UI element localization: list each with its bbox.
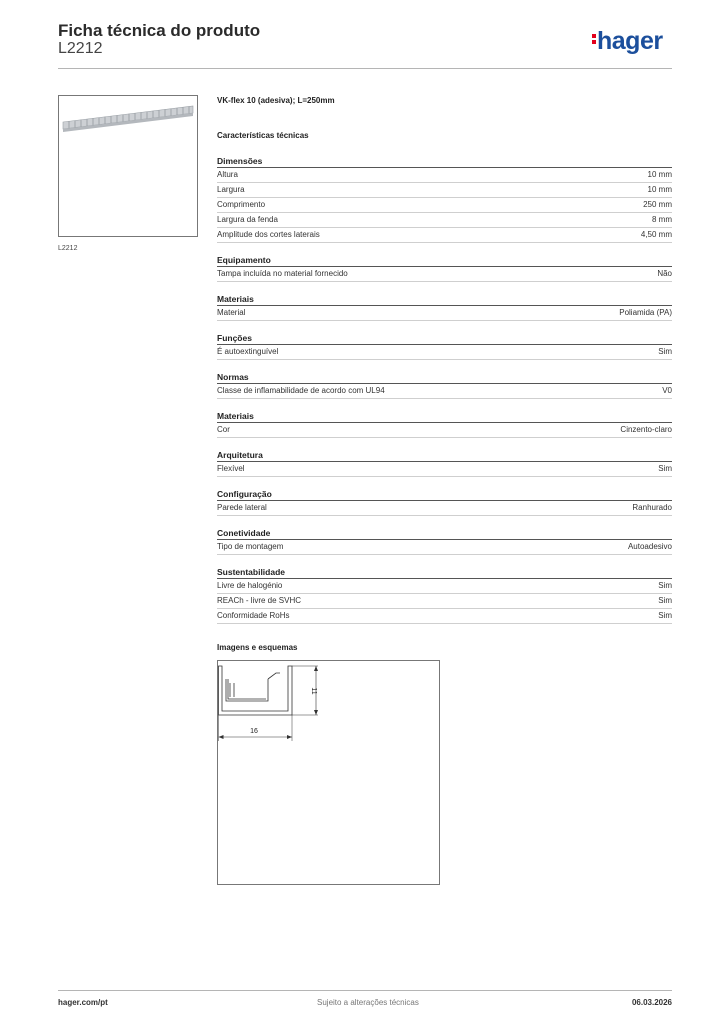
spec-row [217,579,672,594]
spec-table [217,155,672,635]
spec-row [217,609,672,624]
spec-label: Livre de halogénio [217,581,283,590]
spec-label: Tampa incluída no material fornecido [217,269,348,278]
spec-group-title: Configuração [217,488,672,501]
page-title: Ficha técnica do produto [58,21,261,40]
spec-label: Flexível [217,464,245,473]
spec-row [217,168,672,183]
spec-label: Tipo de montagem [217,542,284,551]
spec-label: Comprimento [217,200,266,209]
dimension-height-label: 11 [310,687,317,695]
logo-text: hager [597,27,663,55]
spec-label: Largura da fenda [217,215,278,224]
spec-row [217,183,672,198]
spec-group-title: Dimensões [217,155,672,168]
spec-row [217,213,672,228]
spec-label: REACh - livre de SVHC [217,596,302,605]
spec-label: Material [217,308,246,317]
spec-group-title: Equipamento [217,254,672,267]
spec-label: Conformidade RoHs [217,611,290,620]
spec-label: Cor [217,425,230,434]
spec-label: Largura [217,185,245,194]
spec-value: Autoadesivo [627,542,672,551]
spec-group-title: Funções [217,332,672,345]
spec-label: Parede lateral [217,503,267,512]
images-heading: Imagens e esquemas [217,643,298,652]
spec-group [217,254,672,282]
spec-group [217,488,672,516]
profile-drawing-icon [218,661,439,884]
spec-group-title: Arquitetura [217,449,672,462]
footer-website[interactable]: hager.com/pt [58,998,108,1007]
product-name: VK-flex 10 (adesiva); L=250mm [217,96,335,105]
spec-row [217,462,672,477]
spec-group-title: Materiais [217,410,672,423]
technical-drawing [217,660,440,885]
spec-value: Não [657,269,672,278]
spec-value: Sim [658,464,672,473]
spec-group [217,566,672,624]
spec-row [217,267,672,282]
spec-value: V0 [662,386,672,395]
product-photo [58,95,198,237]
spec-group-title: Normas [217,371,672,384]
spec-group [217,293,672,321]
spec-value: Sim [658,596,672,605]
spec-row [217,501,672,516]
spec-label: Classe de inflamabilidade de acordo com UL94 [217,386,385,395]
spec-value: Ranhurado [632,503,672,512]
spec-group [217,527,672,555]
spec-value: Sim [658,347,672,356]
spec-value: Sim [658,581,672,590]
product-code: L2212 [58,40,103,57]
spec-row [217,540,672,555]
spec-row [217,594,672,609]
spec-group [217,371,672,399]
footer-note: Sujeito a alterações técnicas [317,998,419,1007]
spec-label: Amplitude dos cortes laterais [217,230,320,239]
cable-duct-icon [59,96,197,236]
spec-value: 250 mm [643,200,672,209]
spec-group [217,332,672,360]
dimension-width-label: 16 [250,728,258,735]
footer-divider [58,990,672,991]
spec-label: Altura [217,170,238,179]
spec-value: 10 mm [647,185,672,194]
footer-date: 06.03.2026 [631,998,672,1007]
specs-heading: Características técnicas [217,131,309,140]
spec-row [217,384,672,399]
hager-logo [592,27,663,56]
spec-row [217,423,672,438]
spec-value: Sim [658,611,672,620]
spec-group [217,449,672,477]
spec-row [217,306,672,321]
spec-group-title: Materiais [217,293,672,306]
spec-value: Cinzento-claro [620,425,672,434]
spec-row [217,228,672,243]
spec-row [217,345,672,360]
spec-value: 8 mm [652,215,672,224]
spec-group [217,410,672,438]
photo-caption: L2212 [58,245,78,252]
spec-group-title: Conetividade [217,527,672,540]
spec-group-title: Sustentabilidade [217,566,672,579]
spec-value: Poliamida (PA) [619,308,672,317]
spec-value: 10 mm [647,170,672,179]
spec-row [217,198,672,213]
spec-group [217,155,672,243]
logo-dots-icon [592,32,596,46]
spec-value: 4,50 mm [640,230,672,239]
spec-label: É autoextinguível [217,347,279,356]
header-divider [58,68,672,69]
